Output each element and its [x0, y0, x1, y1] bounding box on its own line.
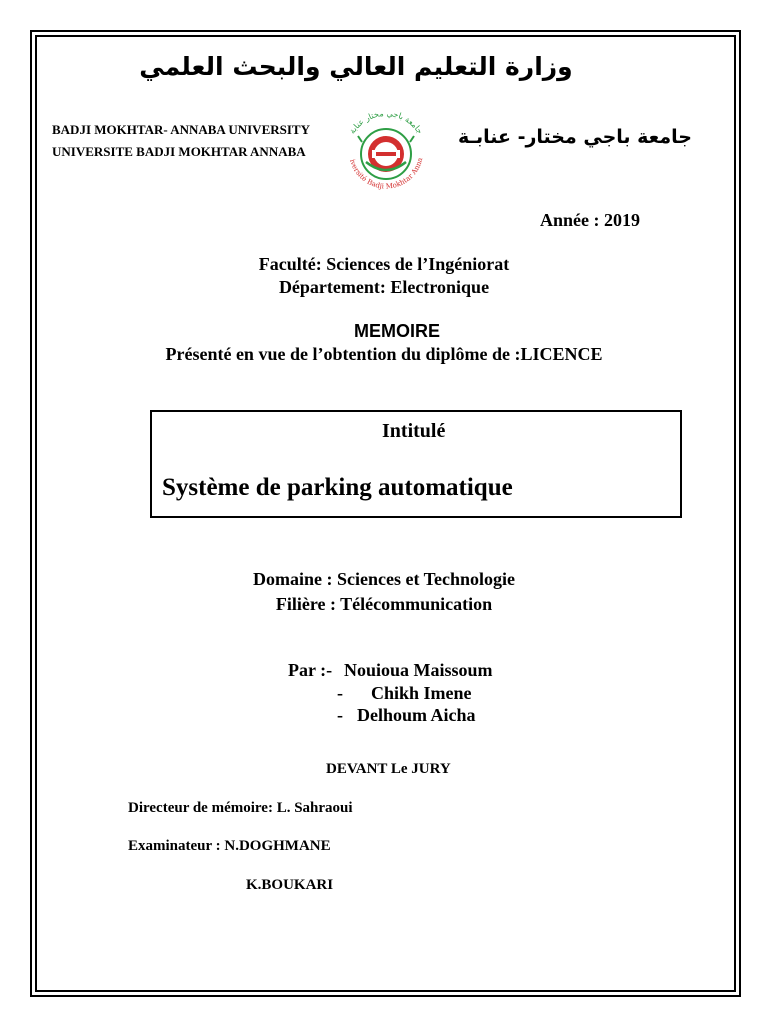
university-name-en: BADJI MOKHTAR- ANNABA UNIVERSITY: [52, 122, 310, 137]
year: Année : 2019: [540, 210, 640, 230]
authors-prefix: Par :-: [288, 660, 333, 680]
author-dash: -: [337, 705, 343, 725]
university-name-arabic: جامعة باجي مختار- عنابـة: [457, 126, 692, 148]
domain: Domaine : Sciences et Technologie: [253, 569, 515, 589]
author-name: Nouioua Maissoum: [344, 660, 493, 680]
university-logo: [336, 102, 436, 200]
jury-heading: DEVANT Le JURY: [326, 761, 451, 777]
logo-arc-text-top: جامعة باجي مختار عنابة: [347, 108, 425, 136]
jury-examinateur-2: K.BOUKARI: [246, 877, 334, 893]
specialty: Filière : Télécommunication: [275, 594, 493, 614]
memoire-label: MEMOIRE: [354, 321, 441, 341]
author-name: Delhoum Aicha: [357, 705, 476, 725]
logo-arc-text-bottom: iversité Badji Mokhtar Anna: [348, 156, 425, 191]
department: Département: Electronique: [278, 277, 490, 297]
jury-directeur: Directeur de mémoire: L. Sahraoui: [128, 800, 353, 816]
faculty: Faculté: Sciences de l’Ingéniorat: [258, 254, 510, 274]
intitule-label: Intitulé: [382, 420, 446, 442]
diploma-statement: Présenté en vue de l’obtention du diplôme de :LICENCE: [165, 344, 603, 364]
author-name: Chikh Imene: [371, 683, 472, 703]
author-dash: -: [337, 683, 343, 703]
university-name-fr: UNIVERSITE BADJI MOKHTAR ANNABA: [52, 144, 306, 159]
ministry-title-arabic: وزارة التعليم العالي والبحث العلمي: [139, 52, 573, 81]
thesis-title: Système de parking automatique: [162, 474, 513, 501]
jury-examinateur: Examinateur : N.DOGHMANE: [128, 838, 331, 854]
